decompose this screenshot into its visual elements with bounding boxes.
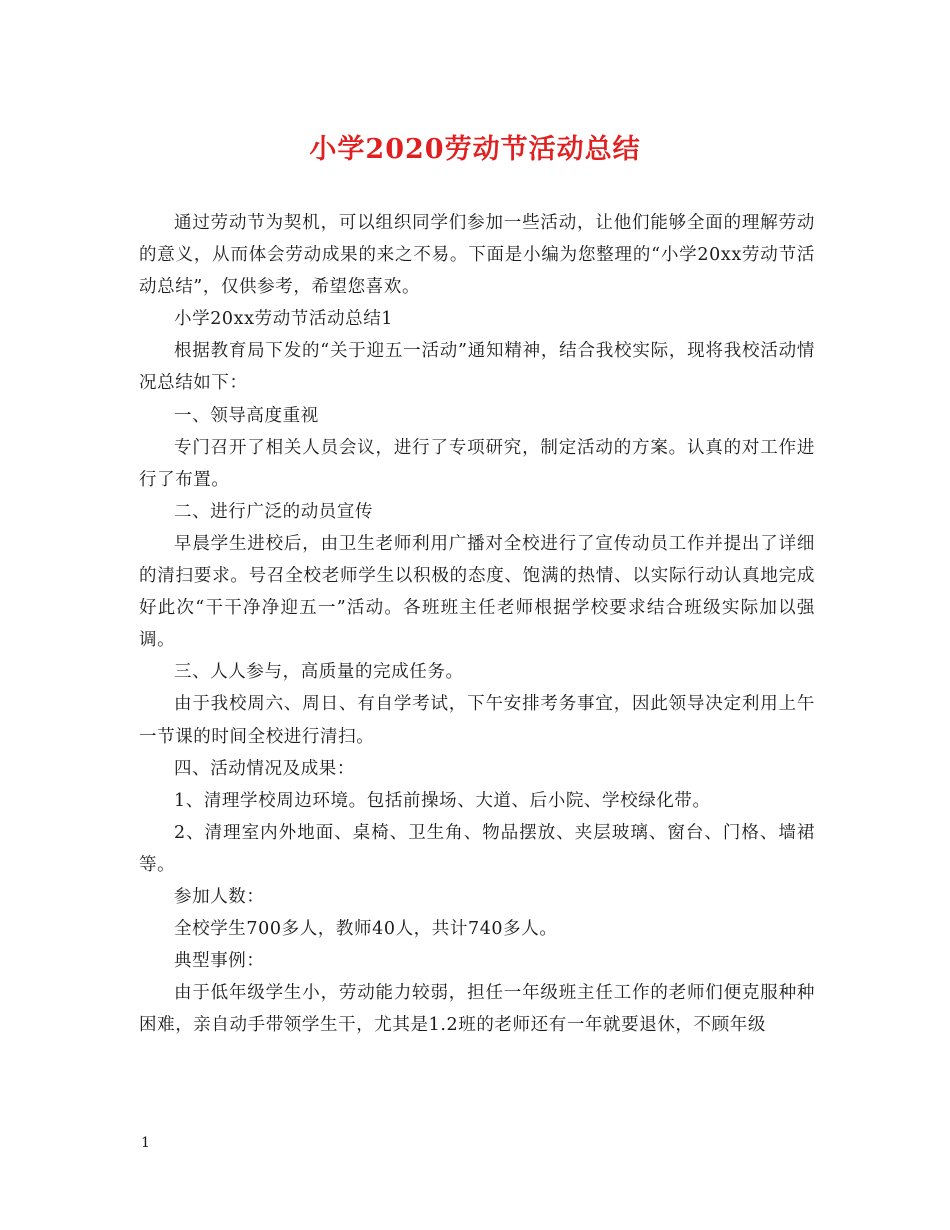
section-heading: 小学20xx劳动节活动总结1 bbox=[174, 309, 394, 330]
document-title: 小学2020劳动节活动总结 bbox=[309, 134, 641, 165]
list-item: 1、清理学校周边环境。包括前操场、大道、后小院、学校绿化带。 bbox=[174, 790, 711, 811]
paragraph: 全校学生700多人，教师40人，共计740多人。 bbox=[174, 919, 558, 940]
page-number: 1 bbox=[141, 1135, 150, 1151]
paragraph: 根据教育局下发的“关于迎五一活动”通知精神，结合我校实际，现将我校活动情况总结如下： bbox=[139, 341, 815, 394]
section-heading: 一、领导高度重视 bbox=[174, 405, 319, 426]
paragraph: 通过劳动节为契机，可以组织同学们参加一些活动，让他们能够全面的理解劳动的意义，从而体会劳动成果的来之不易。下面是小编为您整理的“小学20xx劳动节活动总结”，仅供参考，希望您喜欢。 bbox=[139, 213, 815, 298]
paragraph: 早晨学生进校后，由卫生老师利用广播对全校进行了宣传动员工作并提出了详细的清扫要求。号召全校老师学生以积极的态度、饱满的热情、以实际行动认真地完成好此次“干干净净迎五一”活动。各班班主任老师根据学校要求结合班级实际加以强调。 bbox=[139, 533, 815, 651]
section-heading: 二、进行广泛的动员宣传 bbox=[174, 501, 374, 522]
label-line: 典型事例： bbox=[174, 951, 265, 972]
paragraph: 专门召开了相关人员会议，进行了专项研究，制定活动的方案。认真的对工作进行了布置。 bbox=[139, 437, 815, 490]
list-item: 2、清理室内外地面、桌椅、卫生角、物品摆放、夹层玻璃、窗台、门格、墙裙等。 bbox=[139, 822, 815, 875]
paragraph: 由于低年级学生小，劳动能力较弱，担任一年级班主任工作的老师们便克服种种困难，亲自动手带领学生干，尤其是1.2班的老师还有一年就要退休，不顾年级 bbox=[139, 983, 815, 1036]
document-body bbox=[139, 207, 815, 1041]
paragraph: 由于我校周六、周日、有自学考试，下午安排考务事宜，因此领导决定利用上午一节课的时间全校进行清扫。 bbox=[139, 694, 815, 747]
section-heading: 三、人人参与，高质量的完成任务。 bbox=[174, 662, 464, 683]
label-line: 参加人数： bbox=[174, 886, 265, 907]
section-heading: 四、活动情况及成果： bbox=[174, 758, 355, 779]
